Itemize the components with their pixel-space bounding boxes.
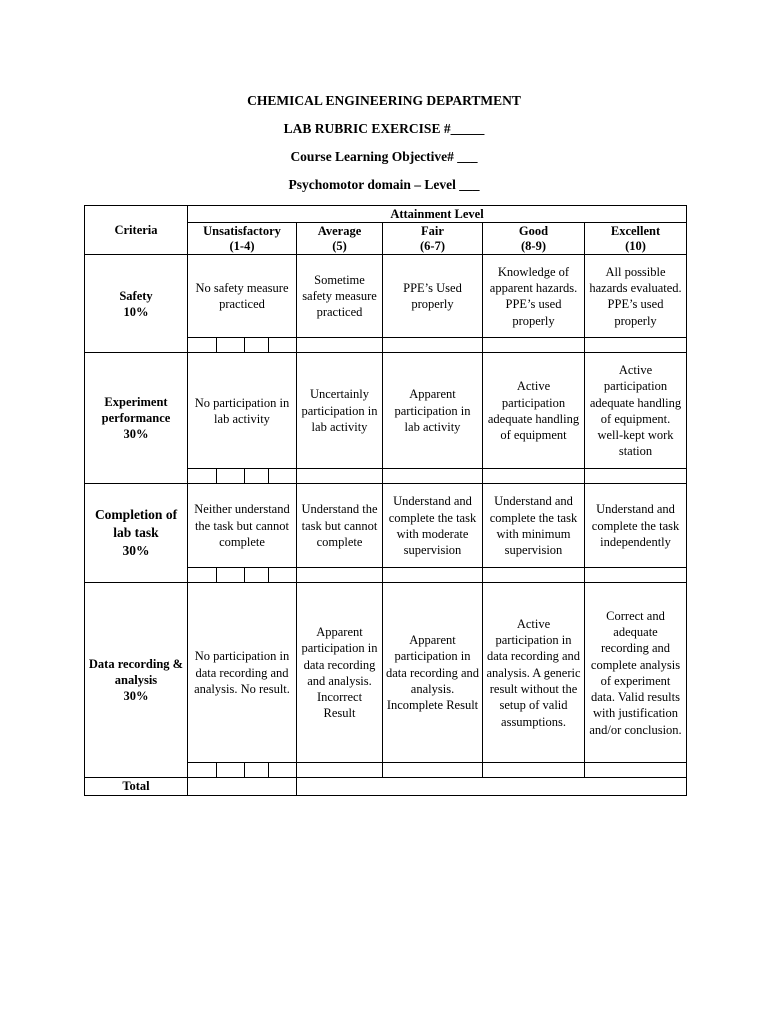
score-cell[interactable] [483, 568, 585, 583]
total-remarks-cell[interactable] [297, 778, 687, 795]
rubric-table [84, 205, 687, 796]
level-header-average: Average (5) [297, 223, 383, 255]
descriptor-safety-fair: PPE’s Used properly [383, 255, 483, 338]
score-cell[interactable] [383, 763, 483, 778]
score-cell[interactable] [188, 568, 217, 583]
score-cell[interactable] [585, 469, 687, 484]
descriptor-data-good: Active participation in data recording and analysis. A generic result without the setup of valid assumptions. [483, 583, 585, 763]
score-cell[interactable] [245, 338, 269, 353]
level-header-unsatisfactory: Unsatisfactory (1-4) [188, 223, 297, 255]
descriptor-safety-excellent: All possible hazards evaluated. PPE’s used properly [585, 255, 687, 338]
descriptor-data-fair: Apparent participation in data recording and analysis. Incomplete Result [383, 583, 483, 763]
department-title: CHEMICAL ENGINEERING DEPARTMENT [247, 93, 521, 108]
score-cell[interactable] [245, 763, 269, 778]
score-cell[interactable] [188, 469, 217, 484]
score-cell[interactable] [585, 568, 687, 583]
score-cell[interactable] [269, 469, 297, 484]
descriptor-experiment-average: Uncertainly participation in lab activity [297, 353, 383, 469]
domain-title: Psychomotor domain – Level ___ [288, 177, 480, 192]
score-cell[interactable] [383, 568, 483, 583]
criteria-header: Criteria [85, 206, 188, 255]
level-header-fair: Fair (6-7) [383, 223, 483, 255]
descriptor-completion-unsatisfactory: Neither understand the task but cannot complete [188, 484, 297, 568]
score-cell[interactable] [297, 338, 383, 353]
score-cell[interactable] [217, 338, 245, 353]
score-cell[interactable] [383, 469, 483, 484]
score-cell[interactable] [217, 568, 245, 583]
score-cell[interactable] [245, 568, 269, 583]
descriptor-safety-unsatisfactory: No safety measure practiced [188, 255, 297, 338]
score-cell[interactable] [297, 469, 383, 484]
criterion-data-recording: Data recording & analysis 30% [85, 583, 188, 778]
score-cell[interactable] [217, 763, 245, 778]
score-cell[interactable] [245, 469, 269, 484]
total-label: Total [85, 778, 188, 795]
descriptor-safety-average: Sometime safety measure practiced [297, 255, 383, 338]
score-cell[interactable] [483, 338, 585, 353]
level-header-excellent: Excellent (10) [585, 223, 687, 255]
objective-title: Course Learning Objective# ___ [290, 149, 478, 164]
descriptor-experiment-unsatisfactory: No participation in lab activity [188, 353, 297, 469]
score-cell[interactable] [269, 763, 297, 778]
descriptor-completion-good: Understand and complete the task with minimum supervision [483, 484, 585, 568]
score-cell[interactable] [217, 469, 245, 484]
score-cell[interactable] [585, 763, 687, 778]
score-cell[interactable] [188, 763, 217, 778]
score-cell[interactable] [297, 763, 383, 778]
score-cell[interactable] [383, 338, 483, 353]
descriptor-data-excellent: Correct and adequate recording and complete analysis of experiment data. Valid results with justification and/or conclusion. [585, 583, 687, 763]
attainment-level-header: Attainment Level [188, 206, 687, 223]
score-cell[interactable] [297, 568, 383, 583]
descriptor-completion-fair: Understand and complete the task with moderate supervision [383, 484, 483, 568]
score-cell[interactable] [483, 763, 585, 778]
score-cell[interactable] [483, 469, 585, 484]
score-cell[interactable] [269, 568, 297, 583]
descriptor-data-unsatisfactory: No participation in data recording and analysis. No result. [188, 583, 297, 763]
descriptor-data-average: Apparent participation in data recording and analysis. Incorrect Result [297, 583, 383, 763]
descriptor-safety-good: Knowledge of apparent hazards. PPE’s used properly [483, 255, 585, 338]
criterion-safety: Safety 10% [85, 255, 188, 353]
score-cell[interactable] [188, 338, 217, 353]
criterion-completion: Completion of lab task 30% [85, 484, 188, 583]
descriptor-experiment-fair: Apparent participation in lab activity [383, 353, 483, 469]
descriptor-completion-excellent: Understand and complete the task independently [585, 484, 687, 568]
descriptor-experiment-good: Active participation adequate handling of equipment [483, 353, 585, 469]
score-cell[interactable] [269, 338, 297, 353]
level-header-good: Good (8-9) [483, 223, 585, 255]
score-cell[interactable] [585, 338, 687, 353]
criterion-experiment-performance: Experiment performance 30% [85, 353, 188, 484]
descriptor-experiment-excellent: Active participation adequate handling of equipment. well-kept work station [585, 353, 687, 469]
descriptor-completion-average: Understand the task but cannot complete [297, 484, 383, 568]
total-score-cell[interactable] [188, 778, 297, 795]
exercise-title: LAB RUBRIC EXERCISE #_____ [283, 121, 485, 136]
